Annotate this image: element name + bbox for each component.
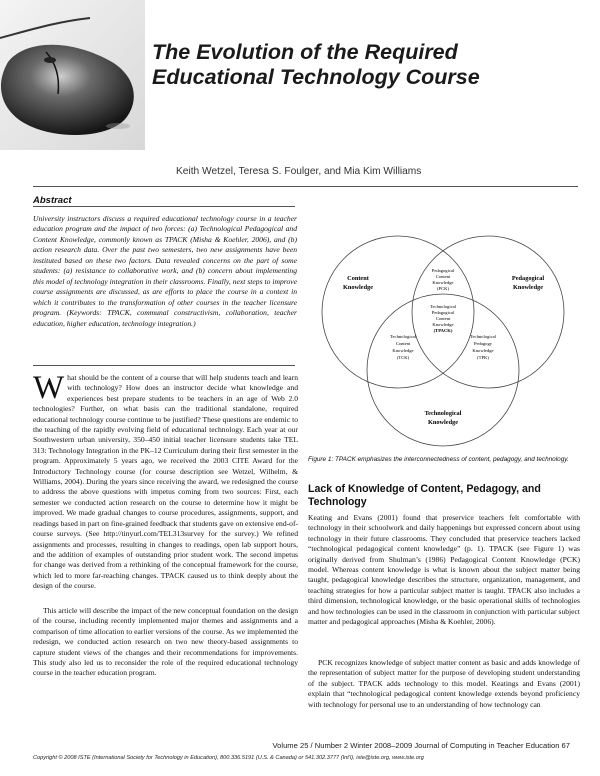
pck-label-4: (PCK) [437, 286, 449, 291]
pck-label-1: Pedagogical [431, 268, 455, 273]
section-paragraph-2: PCK recognizes knowledge of subject matter content as basic and adds knowledge of the representation of subject matter for the purpose of developing student understanding of the subject. TPACK adds technology to this model. Keatings and Evans (2001) explain that “technological pedagogical content knowledge extends beyond proficiency with technology for personal use to an understanding of how technology can [308, 658, 580, 709]
section-heading: Lack of Knowledge of Content, Pedagogy, and Technology [308, 483, 541, 508]
body-paragraph-1-text: hat should be the content of a course that will help students teach and learn with technology? How does an instructor decide what knowledge and experiences best prepare students to be teachers in an age of Web 2.0 technologies? Further, on what basis can the traditional standalone, required educational technology course continue to be justified? These questions are endemic to the teaching of the rapidly evolving field of educational technology. Each year at our Southwestern urban university, 350–450 initial teacher licensure students take TEL 313: Technology Integration in the PK–12 Curriculum during their first semester in the program. Approximately 5 years ago, we received the 2003 CITE Award for the Introductory Technology course (for course description see Wetzel, Wilhelm, & Williams, 2004). During the years since receiving the award, we redesigned the course to address the above questions with impetus coming from two sources: First, each semester we conducted action research on the course to determine how it might be improved. We made gradual changes to course procedures, assignments, support, and readings based in part on fine-grained feedback that students gave on extensive end-of-course surveys. (See http://tinyurl.com/TEL313survey for the survey.) We refined assignments and processes, resulting in changes to readings, open lab support hours, and the addition of examples of outstanding prior student work. The second impetus for change was derived from a rethinking of the conceptual framework for the course, which led to more far-reaching changes. TPACK caused us to think deeply about the design of the course. [33, 373, 298, 591]
tck-label-3: Knowledge [392, 348, 414, 353]
abstract-divider [33, 206, 295, 207]
tpack-label-5: (TPACK) [433, 328, 453, 333]
abstract-heading: Abstract [33, 195, 72, 206]
title-line-1: The Evolution of the Required [152, 40, 458, 64]
tck-label-1: Technological [390, 334, 416, 339]
tpk-label-1: Technological [470, 334, 496, 339]
tck-label-4: (TCK) [396, 355, 410, 360]
tpk-label-2: Pedagogy [473, 341, 493, 346]
ck-label-1: Content [347, 275, 369, 282]
journal-footer: Volume 25 / Number 2 Winter 2008–2009 Journal of Computing in Teacher Education 67 [272, 741, 570, 750]
abstract-bottom-divider [33, 365, 295, 366]
pk-label-2: Knowledge [512, 284, 544, 291]
article-title [152, 40, 582, 90]
ck-label-2: Knowledge [342, 284, 374, 291]
title-line-2: Educational Technology Course [152, 65, 480, 89]
tpk-label-4: (TPK) [477, 355, 489, 360]
computer-mouse-image [0, 0, 145, 150]
section-paragraph-1: Keating and Evans (2001) found that preservice teachers felt comfortable with technology in their schoolwork and daily happenings but expressed concern about using technology in their future classrooms. They concluded that preservice teachers lacked “technological pedagogical content knowledge” (p. 1). TPACK (see Figure 1) was originally derived from Shulman’s (1986) Pedagogical Content Knowledge (PCK) model. Whereas content knowledge is what is known about the subject matter being taught, pedagogical knowledge describes the structure, organization, management, and teaching strategies for how a particular subject matter is taught. TPACK also includes a third dimension, technological knowledge, or the basic operational skills of technologies and how technologies can be used in the classroom in conjunction with particular subject matter and pedagogical approaches (Misha & Koehler, 2006). [308, 513, 580, 627]
abstract-text: University instructors discuss a required educational technology course in a teacher education program and the impact of two forces: (a) Technological Pedagogical and Content Knowledge, commonly known as TPACK (Misha & Koehler, 2006), and (b) action research data. Over the past two semesters, two new assignments have been instituted based on these two factors. Data revealed concerns on the part of some students: (a) resistance to collaborative work, and (b) concern about implementing this model of technology integration in their classrooms. Finally, next steps to improve course assignments are discussed, as are efforts to place the course in a context in which it contributes to the transformation of other courses in the teacher licensure program. (Keywords: TPACK, communal constructivism, collaboration, teacher education, higher education, technology integration.) [33, 214, 297, 328]
tk-label-2: Knowledge [427, 419, 459, 426]
top-divider [33, 186, 578, 187]
tpack-label-2: Pedagogical [431, 310, 455, 315]
pck-label-2: Content [435, 274, 451, 279]
body-paragraph-1 [33, 370, 298, 592]
pk-label-1: Pedagogical [511, 275, 545, 282]
pck-label-3: Knowledge [432, 280, 454, 285]
tpack-venn-diagram [306, 212, 578, 449]
body-paragraph-2: This article will describe the impact of the new conceptual foundation on the design of the course, including recently implemented major themes and assignments and a comparison of time allocation to earlier versions of the course. As we implemented the redesign, we conducted action research on two new theory-based assignments to capture student views of the changes and their recommendations for improvements. This study also led us to reconsider the role of the required educational technology course in the teacher education program. [33, 606, 298, 678]
tpack-label-4: Knowledge [432, 322, 454, 327]
copyright-line: Copyright © 2008 ISTE (International Society for Technology in Education), 800.336.5191 (U.S. & Canada) or 541.302.3777 (Int’l), iste@iste.org, www.iste.org [33, 755, 424, 761]
drop-cap: W [33, 370, 65, 406]
tpack-label-3: Content [435, 316, 451, 321]
figure-caption: Figure 1: TPACK emphasizes the interconnectedness of content, pedagogy, and technology. [308, 456, 569, 463]
tk-label-1: Technological [424, 410, 462, 417]
tpk-label-3: Knowledge [472, 348, 494, 353]
tck-label-2: Content [395, 341, 411, 346]
authors: Keith Wetzel, Teresa S. Foulger, and Mia Kim Williams [176, 166, 422, 177]
tpack-label-1: Technological [430, 304, 456, 309]
